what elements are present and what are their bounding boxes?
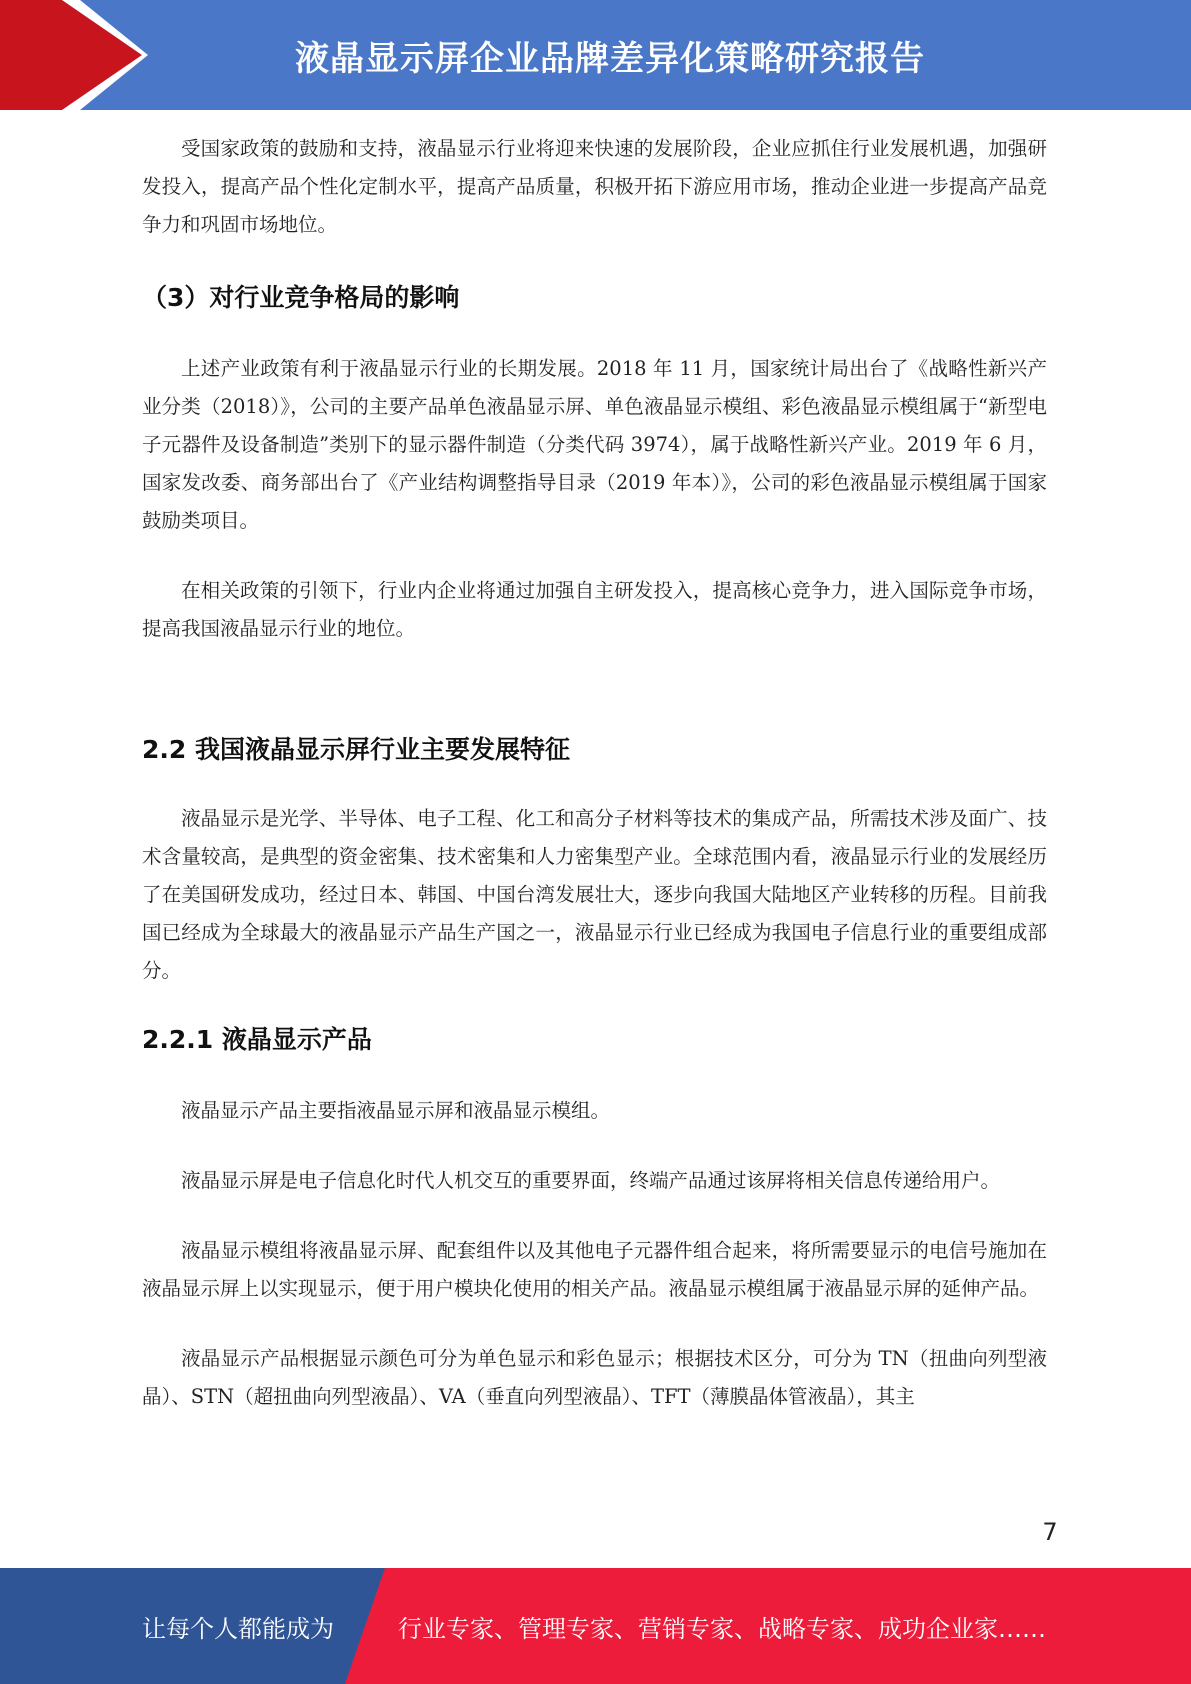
paragraph-industrial-policy: 上述产业政策有利于液晶显示行业的长期发展。2018 年 11 月，国家统计局出台了《战略性新兴产业分类（2018）》，公司的主要产品单色液晶显示屏、单色液晶显示模组、彩色液晶显示模组属于“新型电子元器件及设备制造”类别下的显示器件制造（分类代码 3974），属于战略性新兴产业。2019 年 6 月，国家发改委、商务部出台了《产业结构调整指导目录（2019 年本）》，公司的彩色液晶显示模组属于国家鼓励类项目。	[142, 357, 1047, 532]
page-number: 7	[1042, 1518, 1058, 1546]
footer-slogan: 让每个人都能成为	[142, 1614, 334, 1643]
heading-section-2-2-1: 2.2.1 液晶显示产品	[142, 1025, 372, 1054]
document-body	[142, 130, 1047, 1416]
report-title: 液晶显示屏企业品牌差异化策略研究报告	[295, 38, 925, 79]
paragraph-policy-support: 受国家政策的鼓励和支持，液晶显示行业将迎来快速的发展阶段，企业应抓住行业发展机遇，加强研发投入，提高产品个性化定制水平，提高产品质量，积极开拓下游应用市场，推动企业进一步提高产品竞争力和巩固市场地位。	[142, 137, 1047, 236]
page-footer	[0, 1568, 1191, 1684]
paragraph-lcd-products: 液晶显示产品主要指液晶显示屏和液晶显示模组。	[181, 1099, 611, 1122]
heading-section-2-2: 2.2 我国液晶显示屏行业主要发展特征	[142, 735, 570, 764]
paragraph-lcd-module: 液晶显示模组将液晶显示屏、配套组件以及其他电子元器件组合起来，将所需要显示的电信号施加在液晶显示屏上以实现显示，便于用户模块化使用的相关产品。液晶显示模组属于液晶显示屏的延伸产品。	[142, 1239, 1047, 1300]
paragraph-policy-guidance: 在相关政策的引领下，行业内企业将通过加强自主研发投入，提高核心竞争力，进入国际竞争市场，提高我国液晶显示行业的地位。	[142, 579, 1047, 640]
heading-competition-impact: （3）对行业竞争格局的影响	[142, 283, 460, 312]
paragraph-lcd-overview: 液晶显示是光学、半导体、电子工程、化工和高分子材料等技术的集成产品，所需技术涉及面广、技术含量较高，是典型的资金密集、技术密集和人力密集型产业。全球范围内看，液晶显示行业的发展经历了在美国研发成功，经过日本、韩国、中国台湾发展壮大，逐步向我国大陆地区产业转移的历程。目前我国已经成为全球最大的液晶显示产品生产国之一，液晶显示行业已经成为我国电子信息行业的重要组成部分。	[142, 807, 1047, 982]
header-arrow-decoration	[0, 0, 160, 110]
page-header	[0, 0, 1191, 110]
paragraph-lcd-screen: 液晶显示屏是电子信息化时代人机交互的重要界面，终端产品通过该屏将相关信息传递给用户。	[181, 1169, 1001, 1192]
paragraph-lcd-classification: 液晶显示产品根据显示颜色可分为单色显示和彩色显示；根据技术区分，可分为 TN（扭曲向列型液晶）、STN（超扭曲向列型液晶）、VA（垂直向列型液晶）、TFT（薄膜晶体管液晶），其主	[142, 1347, 1047, 1408]
footer-roles: 行业专家、管理专家、营销专家、战略专家、成功企业家……	[398, 1614, 1046, 1643]
